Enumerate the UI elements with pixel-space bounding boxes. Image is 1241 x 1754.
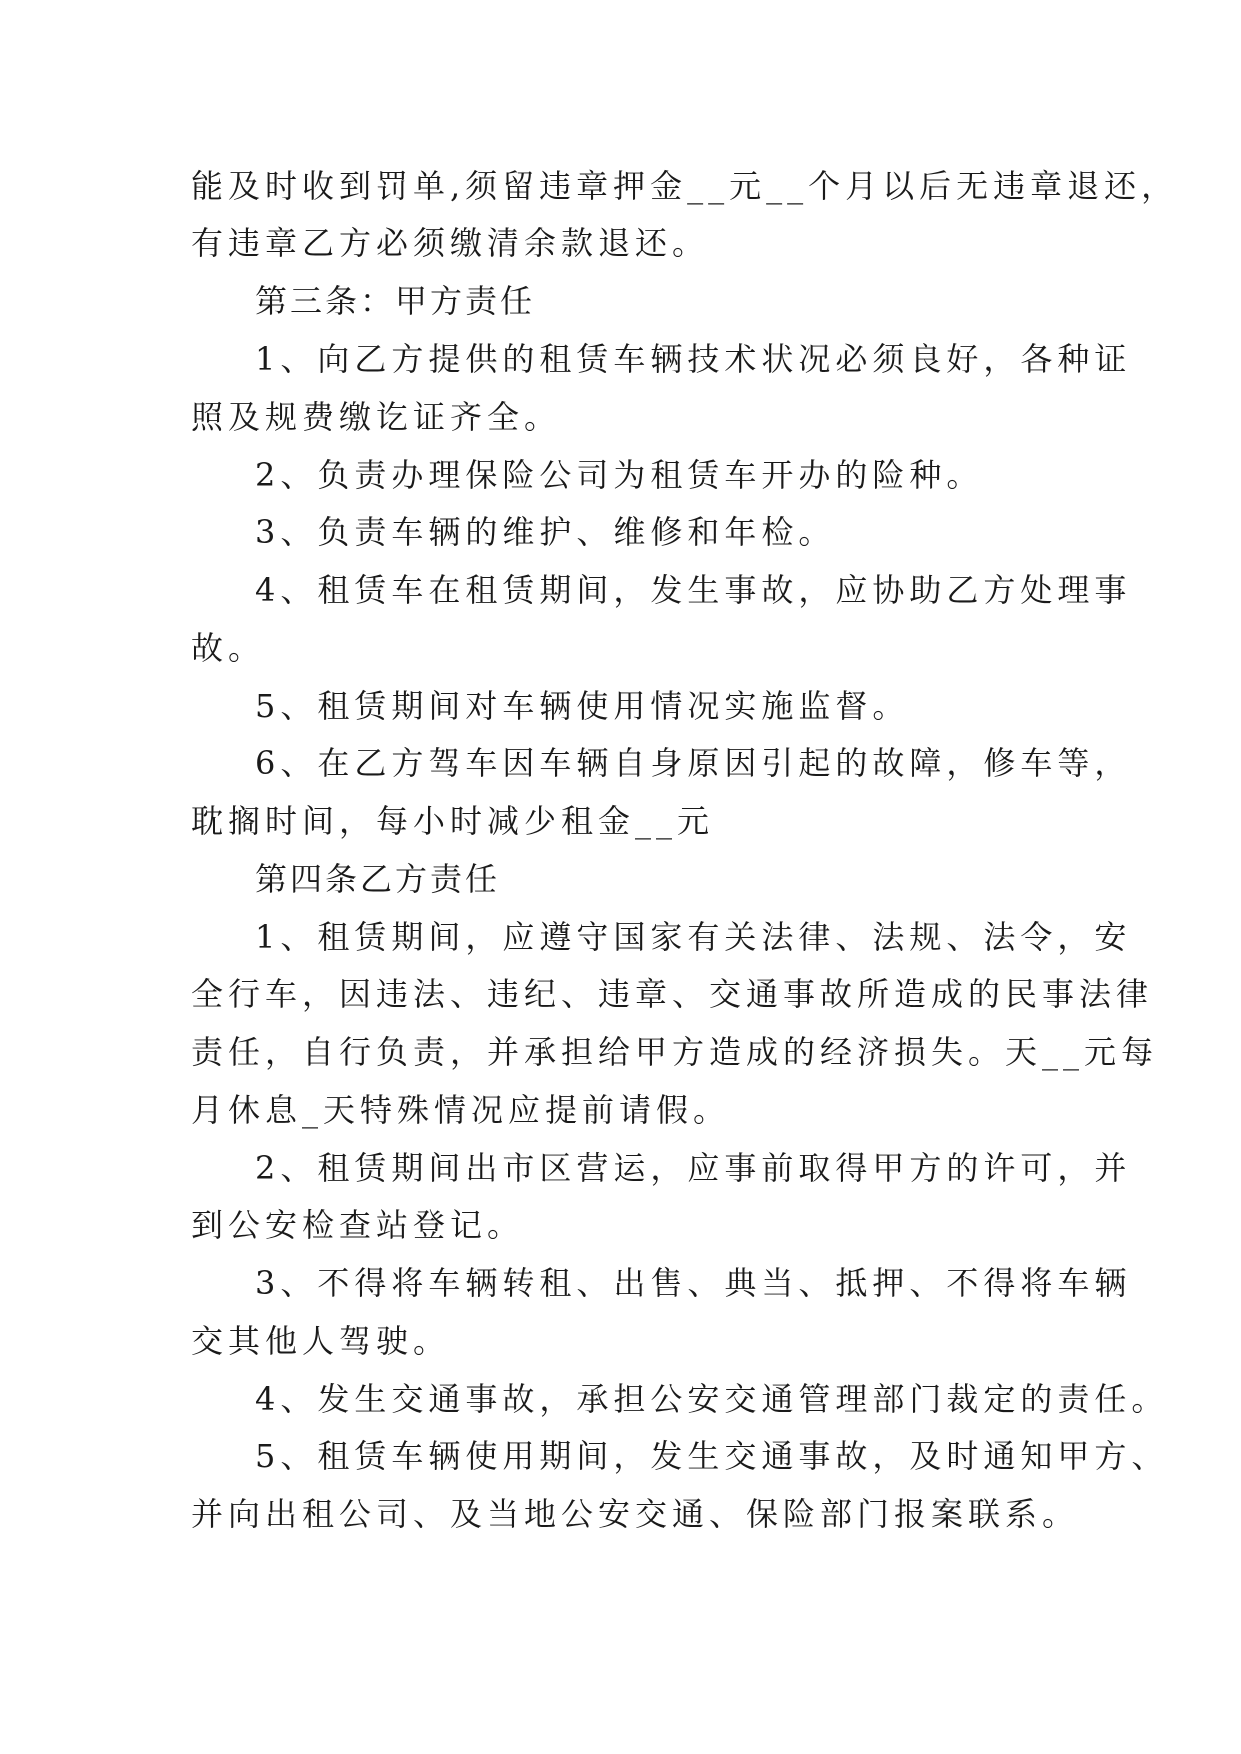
paragraph-line: 5、租赁期间对车辆使用情况实施监督。 xyxy=(255,687,910,725)
paragraph-line: 责任，自行负责，并承担给甲方造成的经济损失。天__元每 xyxy=(191,1033,1159,1071)
paragraph-line: 故。 xyxy=(191,629,266,667)
paragraph-line: 2、租赁期间出市区营运，应事前取得甲方的许可，并 xyxy=(255,1149,1132,1187)
paragraph-line: 照及规费缴讫证齐全。 xyxy=(191,398,562,436)
paragraph-line: 到公安检查站登记。 xyxy=(191,1206,525,1244)
section-heading-party-a: 第三条：甲方责任 xyxy=(255,282,536,320)
paragraph-line: 全行车，因违法、违纪、违章、交通事故所造成的民事法律 xyxy=(191,975,1154,1013)
paragraph-line: 3、不得将车辆转租、出售、典当、抵押、不得将车辆 xyxy=(255,1264,1132,1302)
paragraph-line: 月休息_天特殊情况应提前请假。 xyxy=(191,1091,731,1129)
paragraph-line: 1、租赁期间，应遵守国家有关法律、法规、法令，安 xyxy=(255,918,1132,956)
paragraph-line: 交其他人驾驶。 xyxy=(191,1322,451,1360)
paragraph-line: 4、发生交通事故，承担公安交通管理部门裁定的责任。 xyxy=(255,1380,1169,1418)
paragraph-line: 6、在乙方驾车因车辆自身原因引起的故障，修车等， xyxy=(255,744,1132,782)
paragraph-line: 2、负责办理保险公司为租赁车开办的险种。 xyxy=(255,456,984,494)
paragraph-line: 5、租赁车辆使用期间，发生交通事故，及时通知甲方、 xyxy=(255,1437,1169,1475)
paragraph-line: 并向出租公司、及当地公安交通、保险部门报案联系。 xyxy=(191,1495,1080,1533)
paragraph-line: 有违章乙方必须缴清余款退还。 xyxy=(191,224,710,262)
paragraph-line: 4、租赁车在租赁期间，发生事故，应协助乙方处理事 xyxy=(255,571,1132,609)
paragraph-line: 耽搁时间，每小时减少租金__元 xyxy=(191,802,715,840)
paragraph-line: 能及时收到罚单,须留违章押金__元__个月以后无违章退还， xyxy=(191,167,1179,205)
paragraph-line: 1、向乙方提供的租赁车辆技术状况必须良好，各种证 xyxy=(255,340,1132,378)
paragraph-line: 3、负责车辆的维护、维修和年检。 xyxy=(255,513,836,551)
section-heading-party-b: 第四条乙方责任 xyxy=(255,860,501,898)
